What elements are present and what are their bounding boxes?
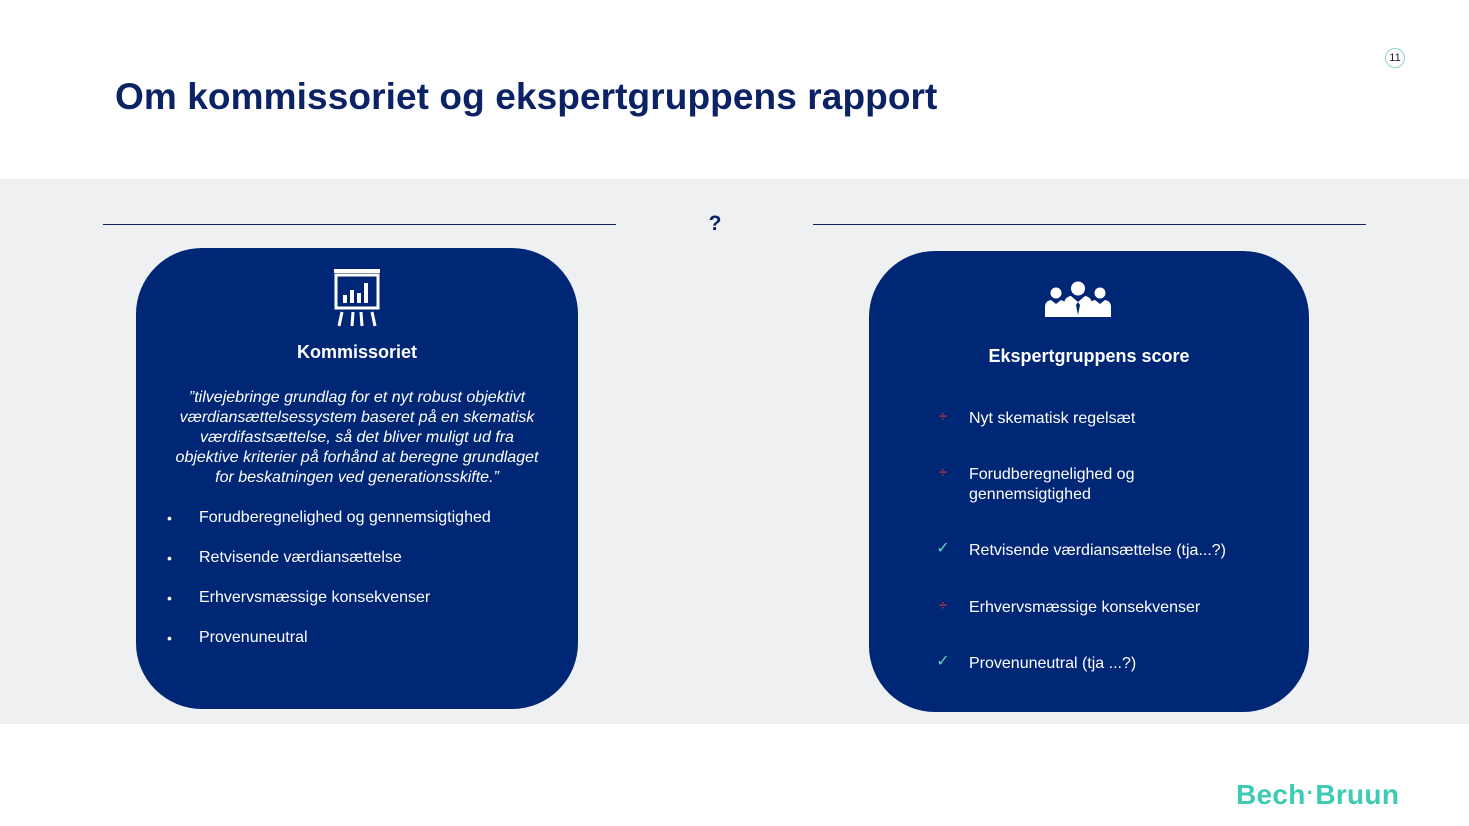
list-item-text: Retvisende værdiansættelse (tja...?)	[969, 542, 1226, 559]
kommissoriet-criteria-list	[136, 510, 578, 670]
minus-mark-icon: ÷	[938, 597, 948, 614]
team-people-icon	[1044, 281, 1112, 317]
quote-line: for beskatningen ved generationsskifte.”	[215, 469, 499, 486]
kommissoriet-quote	[164, 388, 550, 488]
bullet-dot: •	[167, 590, 172, 606]
divider-left	[103, 224, 616, 225]
list-item	[136, 510, 578, 550]
ekspertgruppens-score-card	[869, 251, 1309, 712]
presentation-chart-icon	[333, 268, 381, 328]
bullet-dot: •	[167, 630, 172, 646]
slide-title: Om kommissoriet og ekspertgruppens rapport	[115, 76, 938, 117]
list-item	[136, 590, 578, 630]
list-item-text: Retvisende værdiansættelse	[199, 549, 402, 566]
list-item	[136, 550, 578, 590]
kommissoriet-heading: Kommissoriet	[296, 342, 418, 362]
minus-mark-icon: ÷	[938, 464, 948, 481]
quote-line: objektive kriterier på forhånd at beregne grundlaget	[175, 449, 539, 466]
bullet-dot: •	[167, 510, 172, 526]
check-mark-icon: ✓	[936, 653, 950, 670]
logo-part: Bech	[1236, 779, 1306, 810]
bullet-dot: •	[167, 550, 172, 566]
divider-right	[813, 224, 1366, 225]
quote-line: værdifastsættelse, så det bliver muligt ud fra	[200, 429, 514, 446]
bech-bruun-logo	[1236, 779, 1399, 811]
list-item-text: Forudberegnelighed og gennemsigtighed	[199, 509, 491, 526]
list-item-text: Forudberegnelighed og gennemsigtighed	[969, 466, 1135, 503]
list-item-text: Provenuneutral	[199, 629, 308, 646]
minus-mark-icon: ÷	[938, 408, 948, 425]
quote-line: værdiansættelsessystem baseret på en skematisk	[179, 409, 535, 426]
list-item-text: Nyt skematisk regelsæt	[969, 410, 1136, 427]
ekspertgruppens-score-heading: Ekspertgruppens score	[988, 346, 1190, 366]
list-item-text: Erhvervsmæssige konsekvenser	[199, 589, 431, 606]
kommissoriet-card	[136, 248, 578, 709]
page-number: 11	[1385, 48, 1405, 68]
logo-dot: ·	[1306, 780, 1315, 805]
list-item	[136, 630, 578, 670]
list-item-text: Provenuneutral (tja ...?)	[969, 655, 1137, 672]
list-item-text: Erhvervsmæssige konsekvenser	[969, 599, 1201, 616]
quote-line: ”tilvejebringe grundlag for et nyt robust objektivt	[188, 389, 526, 406]
check-mark-icon: ✓	[936, 540, 950, 557]
comparison-question-mark: ?	[708, 212, 722, 235]
logo-part: Bruun	[1315, 779, 1400, 810]
